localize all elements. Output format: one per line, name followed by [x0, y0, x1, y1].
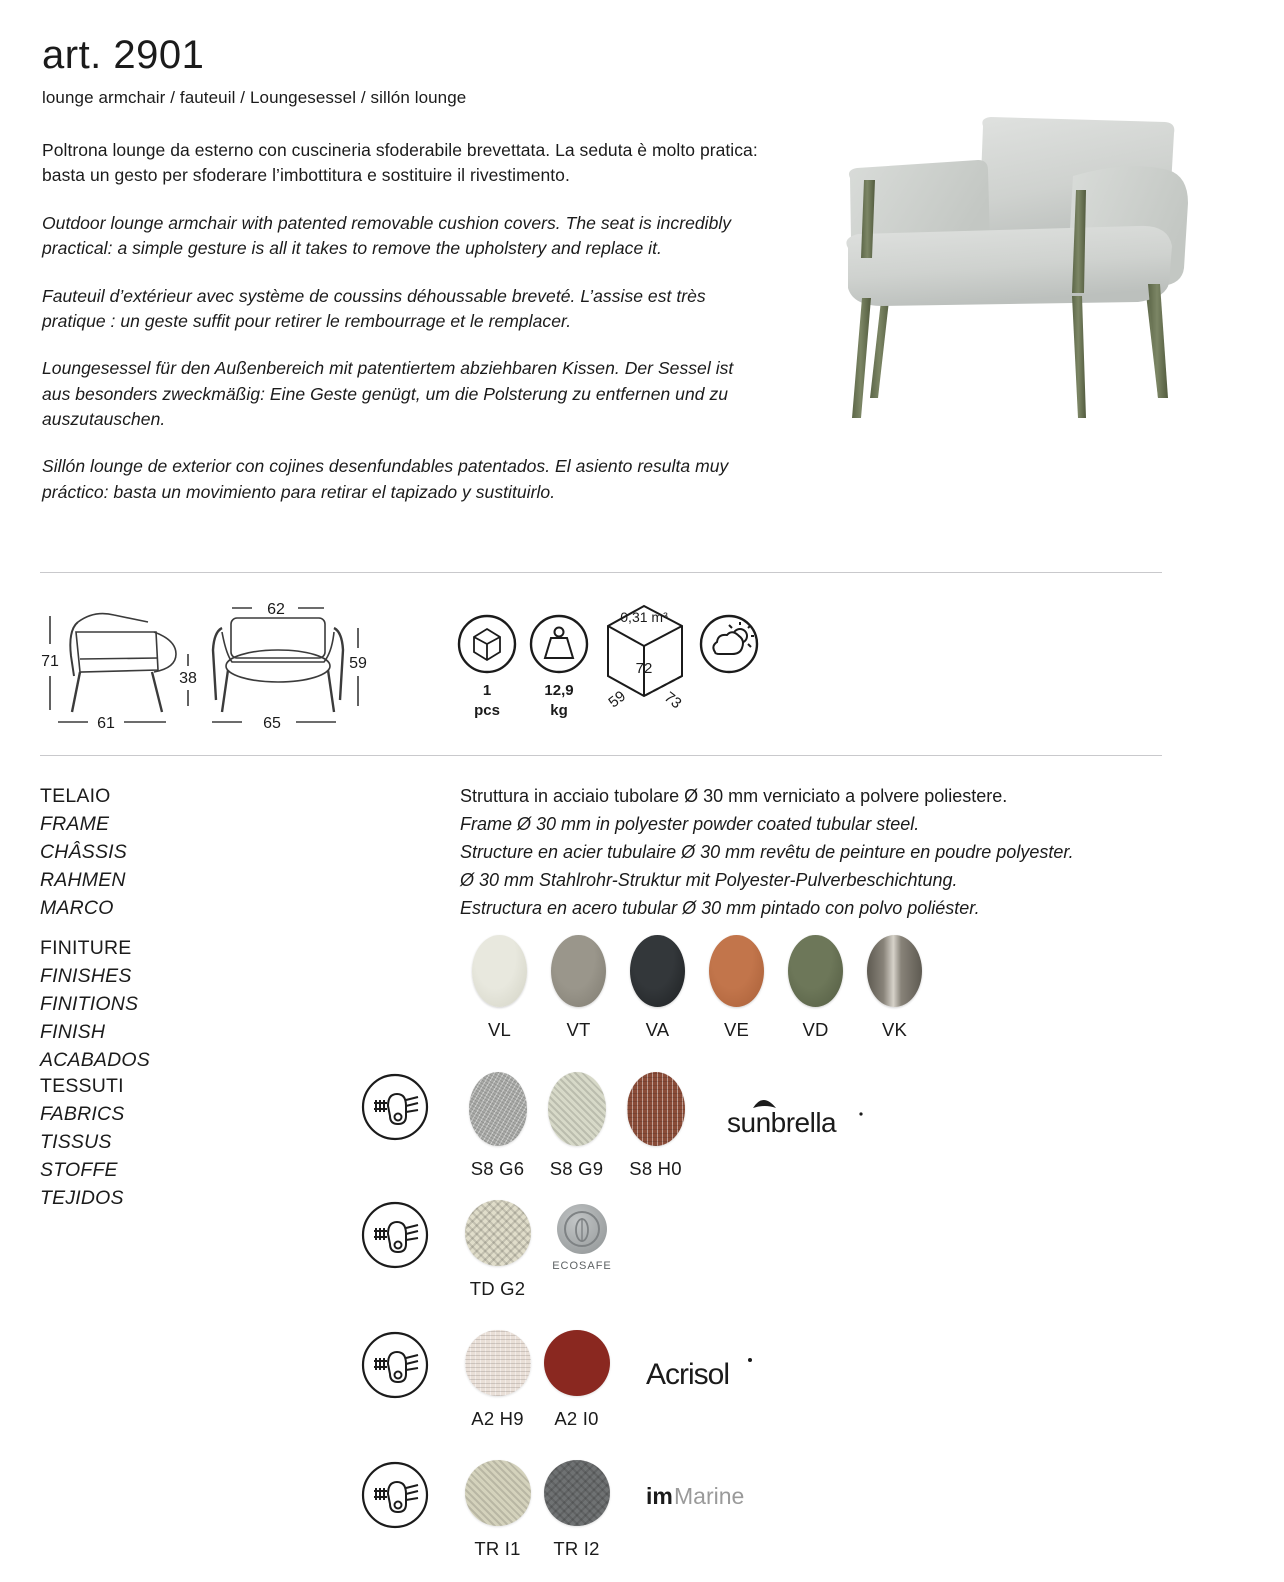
- finish-swatch-vk[interactable]: [855, 935, 934, 1041]
- weight-icon: [531, 616, 587, 672]
- fabrics-label-it: TESSUTI: [40, 1075, 124, 1097]
- immarine-swatches: [458, 1460, 616, 1560]
- packaging-info: [452, 596, 792, 731]
- fabric-swatch-tri1[interactable]: [458, 1460, 537, 1560]
- fabrics-label-de: STOFFE: [40, 1158, 118, 1181]
- dim-seat-height: 38: [179, 670, 197, 687]
- zipper-icon: [360, 1072, 430, 1142]
- finish-code-vk: VK: [881, 1019, 908, 1040]
- fabric-code-s8g9: S8 G9: [549, 1158, 604, 1179]
- dimension-drawings: [36, 584, 376, 734]
- fabric-color-tri2: [544, 1460, 610, 1526]
- sunbrella-wordmark: sunbrella: [727, 1107, 837, 1138]
- divider-top: [40, 572, 1162, 573]
- immarine-wordmark-bold: im: [646, 1483, 673, 1509]
- fabric-swatch-tdg2[interactable]: [458, 1200, 537, 1300]
- acrisol-logo: [642, 1330, 832, 1391]
- dim-width: 65: [263, 715, 281, 732]
- finish-color-va: [630, 935, 685, 1007]
- fabric-swatch-s8g6[interactable]: [458, 1072, 537, 1180]
- finish-swatch-va[interactable]: [618, 935, 697, 1041]
- frame-label-it: TELAIO: [40, 785, 111, 807]
- fabric-color-tri1: [465, 1460, 531, 1526]
- dim-front-height: 59: [349, 655, 367, 672]
- product-subtitle: lounge armchair / fauteuil / Loungesessel / sillón lounge: [42, 88, 467, 107]
- finish-code-vt: VT: [566, 1019, 591, 1040]
- frame-label-es: MARCO: [40, 896, 114, 919]
- fabric-row-ecosafe: [360, 1200, 627, 1300]
- immarine-logo: [642, 1460, 832, 1509]
- description-en: Outdoor lounge armchair with patented removable cushion covers. The seat is incredibly practical: a simple gesture is all it takes to remove the upholstery and replace it.: [42, 212, 732, 259]
- box-height: 72: [635, 660, 653, 677]
- fabric-color-a2h9: [465, 1330, 531, 1396]
- frame-descriptions: [460, 785, 1170, 924]
- ecosafe-wordmark: ECOSAFE: [552, 1260, 612, 1272]
- frame-labels: [40, 785, 460, 924]
- description-es: Sillón lounge de exterior con cojines desenfundables patentados. El asiento resulta muy práctico: basta un movimiento para retirar el tapizado y sustituirlo.: [42, 456, 729, 502]
- finishes-label-fr: FINITIONS: [40, 992, 139, 1015]
- description-fr: Fauteuil d’extérieur avec système de coussins déhoussable breveté. L’assise est très pratique : un geste suffit pour retirer le rembourrage et le remplacer.: [42, 285, 706, 331]
- description-block: [42, 138, 762, 505]
- finish-code-ve: VE: [723, 1019, 750, 1040]
- divider-middle: [40, 755, 1162, 756]
- fabric-swatch-s8h0[interactable]: [616, 1072, 695, 1180]
- acrisol-swatches: [458, 1330, 616, 1430]
- zipper-icon: [360, 1460, 430, 1530]
- dim-side-height: 71: [41, 653, 59, 670]
- fabric-row-sunbrella: [360, 1072, 911, 1180]
- box-depth: 59: [605, 687, 630, 712]
- frame-desc-es: Estructura en acero tubular Ø 30 mm pintado con polvo poliéster.: [460, 897, 980, 918]
- finishes-label-it: FINITURE: [40, 937, 132, 959]
- ecosafe-swatches: [458, 1200, 627, 1300]
- finishes-label-de: FINISH: [40, 1020, 106, 1043]
- pieces-value: 1: [482, 682, 492, 699]
- finishes-labels: [40, 937, 460, 1076]
- page-title: art. 2901: [42, 33, 205, 77]
- pieces-unit: pcs: [474, 702, 500, 719]
- finish-swatches: [460, 935, 934, 1076]
- zipper-icon: [360, 1200, 430, 1270]
- finish-swatch-vt[interactable]: [539, 935, 618, 1041]
- finishes-label-es: ACABADOS: [40, 1048, 150, 1071]
- fabric-color-tdg2: [465, 1200, 531, 1266]
- fabric-code-tdg2: TD G2: [469, 1278, 526, 1299]
- fabric-color-s8h0: [627, 1072, 685, 1146]
- description-de: Loungesessel für den Außenbereich mit patentiertem abziehbaren Kissen. Der Sessel ist aus besonders zweckmäßig: Eine Geste genügt, um die Polsterung zu entfernen und zu auszutauschen.: [42, 358, 734, 429]
- frame-desc-de: Ø 30 mm Stahlrohr-Struktur mit Polyester-Pulverbeschichtung.: [460, 869, 958, 890]
- weight-unit: kg: [550, 702, 568, 719]
- dim-front-seat-width: 62: [267, 601, 285, 618]
- fabric-code-s8h0: S8 H0: [629, 1158, 682, 1179]
- frame-desc-en: Frame Ø 30 mm in polyester powder coated tubular steel.: [460, 813, 920, 834]
- sunbrella-logo: [721, 1072, 911, 1138]
- fabric-row-acrisol: [360, 1330, 832, 1430]
- ecosafe-disc-icon: [557, 1204, 607, 1254]
- weight-value: 12,9: [544, 682, 574, 699]
- fabric-row-immarine: [360, 1460, 832, 1560]
- box-width: 73: [660, 688, 685, 713]
- finish-code-vl: VL: [487, 1019, 512, 1040]
- finish-code-va: VA: [645, 1019, 670, 1040]
- fabric-code-s8g6: S8 G6: [470, 1158, 525, 1179]
- product-photo: [828, 98, 1258, 448]
- finish-swatch-vl[interactable]: [460, 935, 539, 1041]
- dim-depth: 61: [97, 715, 115, 732]
- frame-desc-fr: Structure en acier tubulaire Ø 30 mm revêtu de peinture en poudre polyester.: [460, 841, 1074, 862]
- fabric-color-s8g6: [469, 1072, 527, 1146]
- finish-color-vl: [472, 935, 527, 1007]
- fabric-swatch-tri2[interactable]: [537, 1460, 616, 1560]
- finish-swatch-ve[interactable]: [697, 935, 776, 1041]
- immarine-wordmark-light: Marine: [674, 1483, 745, 1509]
- frame-label-en: FRAME: [40, 812, 110, 835]
- fabric-code-a2h9: A2 H9: [471, 1408, 524, 1429]
- fabric-swatch-a2i0[interactable]: [537, 1330, 616, 1430]
- description-it: Poltrona lounge da esterno con cuscineria sfoderabile brevettata. La seduta è molto pratica: basta un gesto per sfoderare l’imbottitura e sostituire il rivestimento.: [42, 140, 758, 186]
- frame-label-fr: CHÂSSIS: [40, 840, 128, 863]
- ecosafe-logo: [537, 1200, 627, 1272]
- finish-swatch-vd[interactable]: [776, 935, 855, 1041]
- fabrics-label-fr: TISSUS: [40, 1130, 112, 1153]
- fabrics-label-en: FABRICS: [40, 1102, 125, 1125]
- finishes-section: [40, 937, 934, 1076]
- finish-color-vd: [788, 935, 843, 1007]
- finishes-label-en: FINISHES: [40, 964, 132, 987]
- frame-section: [40, 785, 1170, 924]
- finish-color-vk: [867, 935, 922, 1007]
- frame-label-de: RAHMEN: [40, 868, 126, 891]
- fabric-code-tri2: TR I2: [553, 1538, 600, 1559]
- sunbrella-swatches: [458, 1072, 695, 1180]
- fabric-code-a2i0: A2 I0: [554, 1408, 599, 1429]
- finish-color-vt: [551, 935, 606, 1007]
- fabric-swatch-s8g9[interactable]: [537, 1072, 616, 1180]
- header: [42, 34, 802, 527]
- fabric-color-s8g9: [548, 1072, 606, 1146]
- volume-value: 0,31 m³: [620, 609, 668, 625]
- finish-code-vd: VD: [802, 1019, 829, 1040]
- fabric-code-tri1: TR I1: [474, 1538, 521, 1559]
- finish-color-ve: [709, 935, 764, 1007]
- frame-desc-it: Struttura in acciaio tubolare Ø 30 mm verniciato a polvere poliestere.: [460, 786, 1008, 806]
- zipper-icon: [360, 1330, 430, 1400]
- fabric-swatch-a2h9[interactable]: [458, 1330, 537, 1430]
- fabrics-label-es: TEJIDOS: [40, 1186, 124, 1209]
- fabric-color-a2i0: [544, 1330, 610, 1396]
- acrisol-wordmark: Acrisol: [646, 1358, 730, 1391]
